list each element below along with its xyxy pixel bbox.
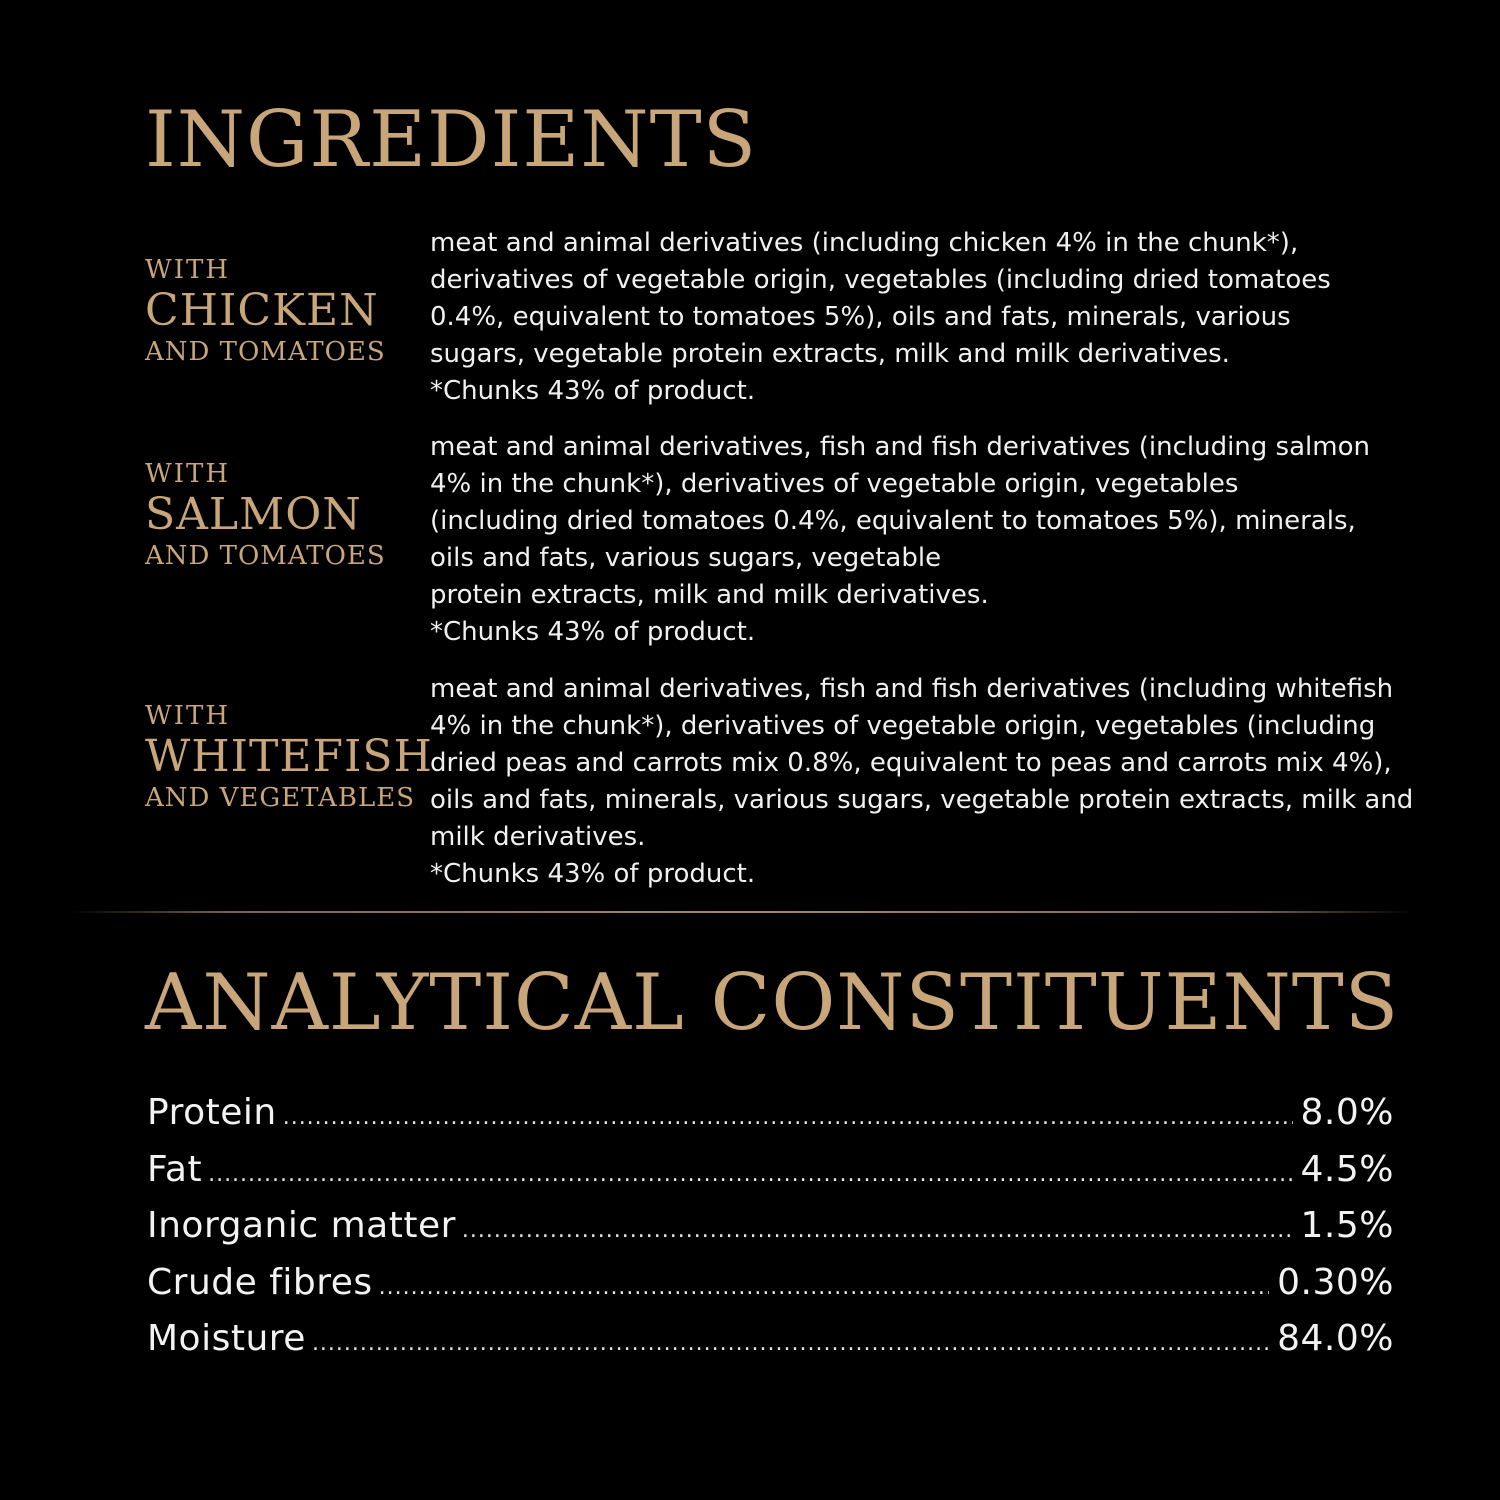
constituent-label: Protein bbox=[147, 1092, 277, 1133]
variant-subtitle: AND VEGETABLES bbox=[145, 783, 416, 813]
variant-label-salmon bbox=[145, 459, 386, 571]
variant-with-label: WITH bbox=[145, 701, 231, 731]
variant-with-label: WITH bbox=[145, 255, 231, 285]
constituent-value: 1.5% bbox=[1300, 1205, 1394, 1246]
variant-with-label: WITH bbox=[145, 459, 231, 489]
section-divider bbox=[70, 911, 1415, 913]
dot-leader bbox=[208, 1162, 1292, 1187]
constituents-list bbox=[147, 1092, 1394, 1375]
variant-name: WHITEFISH bbox=[145, 731, 433, 782]
constituent-row-protein bbox=[147, 1092, 1394, 1149]
variant-ingredients-text: meat and animal derivatives, fish and fish derivatives (including salmon 4% in the chunk*), derivatives of vegetable origin, vegetables (including dried tomatoes 0.4%, equivalent to tomatoes 5%), minerals, oils and fats, various sugars, vegetable protein extracts, milk and milk derivatives. *Chunks 43% of product. bbox=[430, 432, 1370, 647]
constituent-row-inorganic-matter bbox=[147, 1205, 1394, 1262]
constituent-label: Crude fibres bbox=[147, 1261, 373, 1303]
variant-ingredients-text: meat and animal derivatives, fish and fish derivatives (including whitefish 4% in the chunk*), derivatives of vegetable origin, vegetables (including dried peas and carrots mix 0.8%, equivalent to peas and carrots mix 4%), oils and fats, minerals, various sugars, vegetable protein extracts, milk and milk derivatives. *Chunks 43% of product. bbox=[430, 674, 1414, 889]
variant-ingredients-text: meat and animal derivatives (including chicken 4% in the chunk*), derivatives of vegetable origin, vegetables (including dried tomatoes 0.4%, equivalent to tomatoes 5%), oils and fats, minerals, various sugars, vegetable protein extracts, milk and milk derivatives. *Chunks 43% of product. bbox=[430, 228, 1331, 406]
analytical-constituents-heading: ANALYTICAL CONSTITUENTS bbox=[145, 958, 1400, 1048]
constituent-value: 0.30% bbox=[1277, 1261, 1394, 1303]
dot-leader bbox=[462, 1218, 1293, 1243]
constituent-row-fat bbox=[147, 1149, 1394, 1206]
variant-subtitle: AND TOMATOES bbox=[145, 337, 386, 367]
dot-leader bbox=[283, 1105, 1293, 1130]
dot-leader bbox=[379, 1275, 1269, 1300]
variant-subtitle: AND TOMATOES bbox=[145, 541, 386, 571]
constituent-value: 4.5% bbox=[1300, 1148, 1394, 1190]
dot-leader bbox=[312, 1331, 1269, 1356]
ingredients-heading: INGREDIENTS bbox=[145, 95, 758, 185]
constituent-row-moisture bbox=[147, 1318, 1394, 1375]
variant-name: CHICKEN bbox=[145, 285, 379, 336]
variant-label-chicken bbox=[145, 255, 386, 367]
constituent-label: Moisture bbox=[147, 1318, 306, 1359]
variant-name: SALMON bbox=[145, 489, 362, 540]
constituent-value: 84.0% bbox=[1277, 1318, 1394, 1359]
variant-label-whitefish bbox=[145, 701, 433, 813]
constituent-label: Inorganic matter bbox=[147, 1205, 456, 1246]
constituent-value: 8.0% bbox=[1300, 1092, 1394, 1133]
constituent-label: Fat bbox=[147, 1148, 203, 1190]
constituent-row-crude-fibres bbox=[147, 1262, 1394, 1319]
